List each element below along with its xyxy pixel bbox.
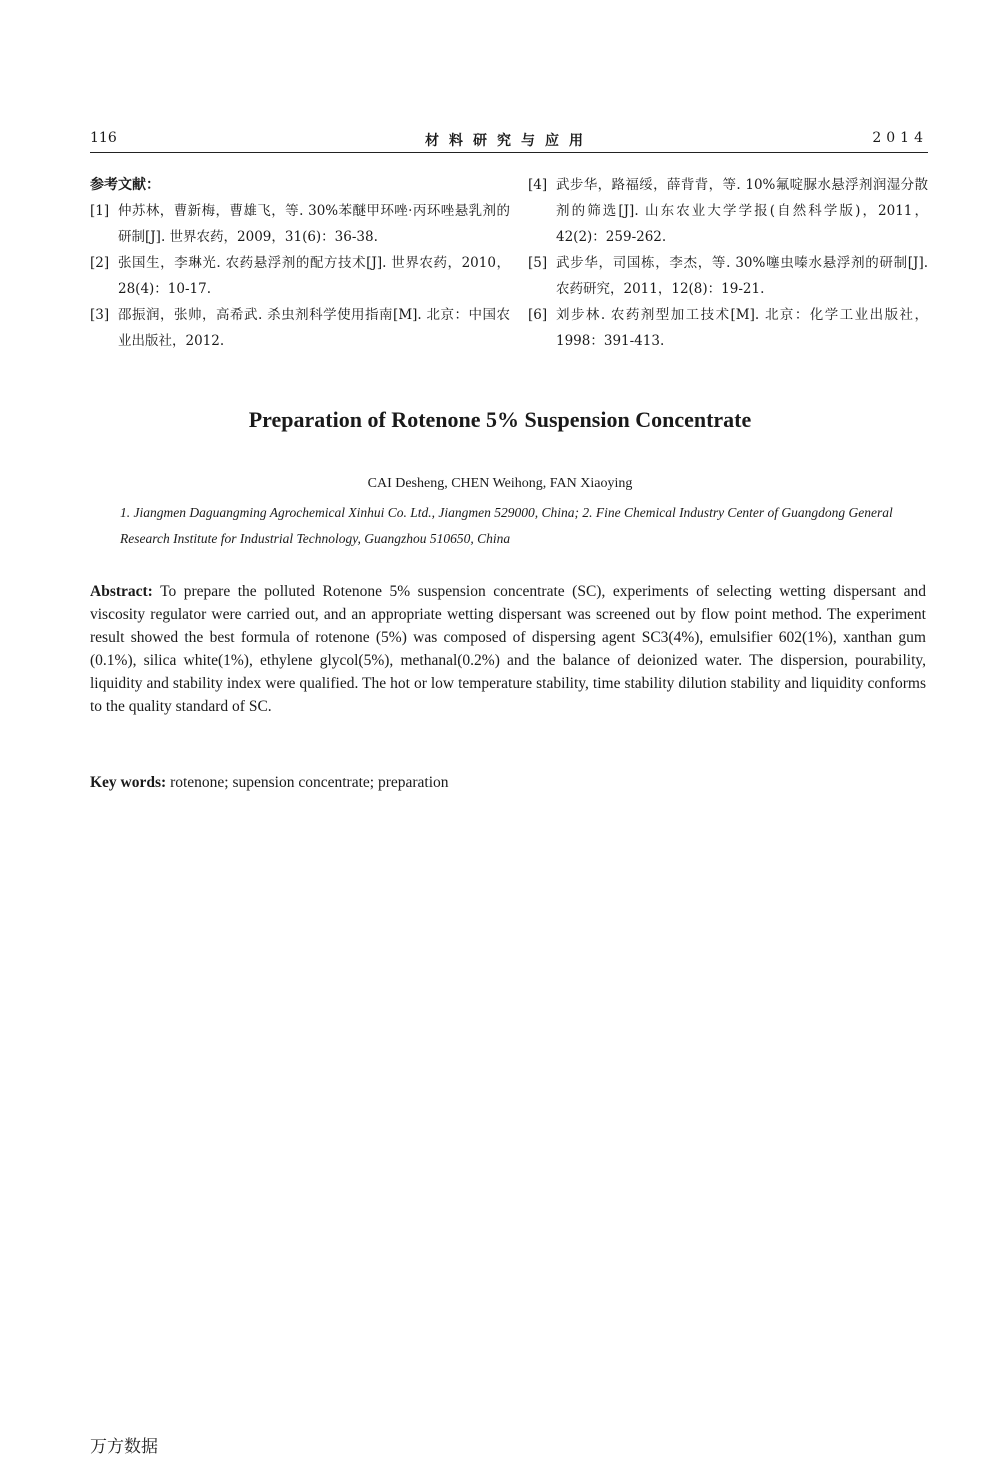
- publication-year: 2014: [872, 130, 928, 146]
- abstract-label: Abstract:: [90, 583, 153, 600]
- reference-text: 仲苏林，曹新梅，曹雄飞，等. 30%苯醚甲环唑·丙环唑悬乳剂的研制[J]. 世界农药，2009，31(6)：36-38.: [118, 203, 510, 245]
- reference-text: 邵振润，张帅，高希武. 杀虫剂科学使用指南[M]. 北京：中国农业出版社，2012.: [118, 307, 510, 349]
- references-left-column: [90, 172, 510, 354]
- references-right-column: [528, 172, 928, 354]
- reference-item: [90, 198, 510, 250]
- keywords-text: rotenone; supension concentrate; preparation: [170, 774, 449, 791]
- reference-text: 张国生，李琳光. 农药悬浮剂的配方技术[J]. 世界农药，2010，28(4)：10-17.: [118, 255, 510, 297]
- references-heading: 参考文献：: [90, 177, 160, 193]
- article-authors: CAI Desheng, CHEN Weihong, FAN Xiaoying: [367, 476, 633, 491]
- keywords-label: Key words:: [90, 774, 167, 791]
- reference-item: [90, 302, 510, 354]
- reference-text: 武步华，司国栋，李杰，等. 30%噻虫嗪水悬浮剂的研制[J]. 农药研究，2011，12(8)：19-21.: [556, 255, 928, 297]
- article-title: Preparation of Rotenone 5% Suspension Concentrate: [248, 407, 752, 432]
- reference-item: [528, 172, 928, 250]
- reference-text: 刘步林. 农药剂型加工技术[M]. 北京：化学工业出版社，1998：391-413.: [556, 307, 928, 349]
- reference-number: [1]: [90, 203, 110, 219]
- reference-number: [3]: [90, 307, 110, 323]
- reference-number: [4]: [528, 177, 548, 193]
- running-header: [90, 128, 928, 153]
- page-number: 116: [90, 130, 117, 146]
- author-affiliation: 1. Jiangmen Daguangming Agrochemical Xinhui Co. Ltd., Jiangmen 529000, China; 2. Fine Chemical Industry Center of Guangdong General Research Institute for Industrial Technology, Guangzhou 510650, China: [120, 505, 893, 546]
- reference-number: [2]: [90, 255, 110, 271]
- reference-item: [528, 302, 928, 354]
- keywords-line: [90, 771, 926, 794]
- journal-name: 材料研究与应用: [425, 133, 593, 149]
- abstract-text: To prepare the polluted Rotenone 5% suspension concentrate (SC), experiments of selecting wetting dispersant and viscosity regulator were carried out, and an appropriate wetting dispersant was screened out by flow point method. The experiment result showed the best formula of rotenone (5%) was composed of dispersing agent SC3(4%), emulsifier 602(1%), xanthan gum (0.1%), silica white(1%), ethylene glycol(5%), methanal(0.2%) and the balance of deionized water. The dispersion, pourability, liquidity and stability index were qualified. The hot or low temperature stability, time stability dilution stability and liquidity conforms to the quality standard of SC.: [90, 583, 926, 715]
- reference-item: [90, 250, 510, 302]
- reference-number: [5]: [528, 255, 548, 271]
- reference-item: [528, 250, 928, 302]
- abstract-paragraph: [90, 580, 926, 718]
- source-watermark: 万方数据: [90, 1437, 158, 1457]
- reference-number: [6]: [528, 307, 548, 323]
- reference-text: 武步华，路福绥，薛背背，等. 10%氟啶脲水悬浮剂润湿分散剂的筛选[J]. 山东农业大学学报(自然科学版)，2011，42(2)：259-262.: [556, 177, 928, 245]
